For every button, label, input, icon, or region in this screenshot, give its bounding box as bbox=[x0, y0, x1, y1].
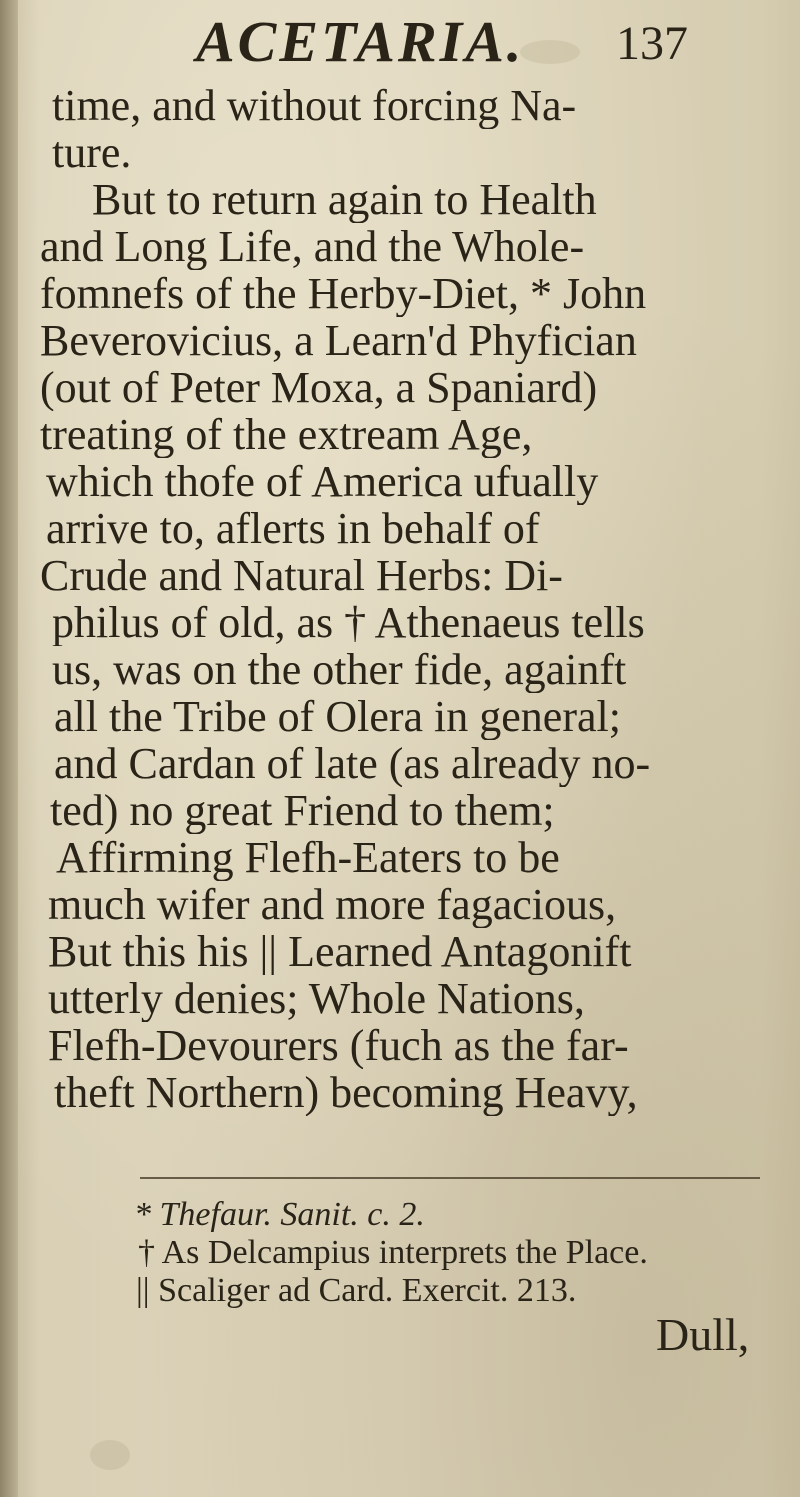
text-line: and Long Life, and the Whole- bbox=[40, 223, 585, 270]
footnote: || Scaliger ad Card. Exercit. 213. bbox=[136, 1272, 577, 1309]
page-header bbox=[0, 8, 800, 78]
body-text bbox=[36, 82, 766, 1116]
footnote: † As Delcampius interprets the Place. bbox=[138, 1234, 648, 1271]
text-line: But this his || Learned Antagonift bbox=[48, 928, 632, 975]
running-title: ACETARIA. bbox=[196, 9, 525, 74]
binding-edge bbox=[0, 0, 18, 1497]
text-line: Affirming Flefh-Eaters to be bbox=[56, 834, 560, 881]
text-line: Flefh-Devourers (fuch as the far- bbox=[48, 1022, 629, 1069]
text-line: utterly denies; Whole Nations, bbox=[48, 975, 585, 1022]
text-line: time, and without forcing Na- bbox=[52, 82, 577, 129]
catchword: Dull, bbox=[656, 1309, 750, 1360]
footnote-rule bbox=[140, 1177, 760, 1179]
text-line: But to return again to Health bbox=[92, 176, 597, 223]
text-line: fomnefs of the Herby-Diet, * John bbox=[40, 270, 647, 317]
text-line: which thofe of America ufually bbox=[46, 458, 599, 505]
text-line: Beverovicius, a Learn'd Phyfician bbox=[40, 317, 637, 364]
text-line: ted) no great Friend to them; bbox=[50, 787, 555, 834]
text-line: all the Tribe of Olera in general; bbox=[54, 693, 621, 740]
text-line: Crude and Natural Herbs: Di- bbox=[40, 552, 563, 599]
text-line: us, was on the other fide, againft bbox=[52, 646, 627, 693]
text-line: ture. bbox=[52, 129, 132, 176]
page-number: 137 bbox=[616, 17, 688, 70]
text-line: and Cardan of late (as already no- bbox=[54, 740, 651, 787]
text-line: (out of Peter Moxa, a Spaniard) bbox=[40, 364, 598, 411]
text-line: philus of old, as † Athenaeus tells bbox=[52, 599, 645, 646]
paper-stain bbox=[90, 1440, 130, 1470]
text-line: arrive to, aflerts in behalf of bbox=[46, 505, 540, 552]
footnote: * Thefaur. Sanit. c. 2. bbox=[134, 1196, 425, 1233]
text-line: theft Northern) becoming Heavy, bbox=[54, 1069, 638, 1116]
text-line: treating of the extream Age, bbox=[40, 411, 533, 458]
text-line: much wifer and more fagacious, bbox=[48, 881, 617, 928]
footnotes bbox=[100, 1196, 780, 1310]
